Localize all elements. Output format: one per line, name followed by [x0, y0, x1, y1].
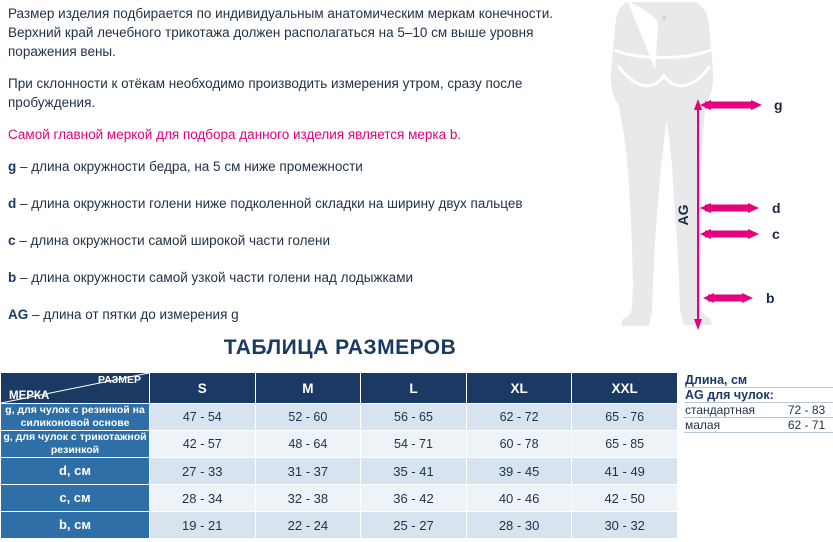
length-table-subheader: AG для чулок:	[685, 388, 833, 403]
cell-g-knit-xl: 60 - 78	[466, 431, 572, 458]
column-header-xxl: XXL	[572, 373, 678, 404]
corner-size-label: РАЗМЕР	[98, 374, 141, 386]
description-column	[8, 4, 588, 342]
definition-key-b: b	[8, 270, 17, 285]
row-label-g-silicone: g, для чулок с резинкой на силиконовой основе	[1, 404, 150, 431]
definition-key-g: g	[8, 159, 17, 174]
cell-g-silicone-xxl: 65 - 76	[572, 404, 678, 431]
length-table-row	[685, 403, 833, 418]
cell-g-silicone-m: 52 - 60	[255, 404, 361, 431]
length-row-name-small: малая	[685, 418, 781, 433]
length-row-name-standard: стандартная	[685, 403, 781, 418]
cell-g-silicone-l: 56 - 65	[361, 404, 467, 431]
row-label-d: d, см	[1, 458, 150, 485]
row-label-g-knit: g, для чулок с трикотажной резинкой	[1, 431, 150, 458]
column-header-m: M	[255, 373, 361, 404]
size-table	[0, 372, 678, 539]
cell-g-knit-s: 42 - 57	[150, 431, 256, 458]
label-b: b	[766, 290, 775, 306]
definition-key-ag: AG	[8, 307, 29, 322]
definition-text-b: – длина окружности самой узкой части голени над лодыжками	[16, 270, 414, 285]
cell-b-l: 25 - 27	[361, 512, 467, 539]
table-row	[1, 458, 678, 485]
cell-g-knit-xxl: 65 - 85	[572, 431, 678, 458]
cell-g-silicone-xl: 62 - 72	[466, 404, 572, 431]
leg-measurement-illustration	[580, 0, 833, 335]
column-header-l: L	[361, 373, 467, 404]
definition-text-c: – длина окружности самой широкой части голени	[15, 233, 330, 248]
length-table-sub-row	[685, 388, 833, 403]
definition-key-c: c	[8, 233, 16, 248]
cell-d-s: 27 - 33	[150, 458, 256, 485]
length-row-value-small: 62 - 71	[781, 418, 833, 433]
measure-band-b	[703, 293, 753, 303]
label-d: d	[772, 200, 781, 216]
table-row	[1, 485, 678, 512]
table-row	[1, 512, 678, 539]
cell-g-knit-m: 48 - 64	[255, 431, 361, 458]
length-table-header: Длина, см	[685, 373, 833, 388]
definition-c	[8, 231, 588, 250]
length-table-header-row	[685, 373, 833, 388]
definition-g	[8, 157, 588, 176]
definition-text-ag: – длина от пятки до измерения g	[28, 307, 239, 322]
cell-g-knit-l: 54 - 71	[361, 431, 467, 458]
definition-text-d: – длина окружности голени ниже подколенной складки на ширину двух пальцев	[16, 196, 523, 211]
cell-d-l: 35 - 41	[361, 458, 467, 485]
intro-paragraph-1: Размер изделия подбирается по индивидуальным анатомическим меркам конечности. Верхний край лечебного трикотажа должен располагаться на 5–10 см выше уровня поражения вены.	[8, 6, 554, 59]
row-label-b: b, см	[1, 512, 150, 539]
cell-c-xxl: 42 - 50	[572, 485, 678, 512]
label-ag: AG	[675, 204, 691, 226]
intro-paragraph-2: При склонности к отёкам необходимо производить измерения утром, сразу после пробуждения.	[8, 76, 523, 110]
length-table-row	[685, 418, 833, 433]
corner-measure-label: МЕРКА	[9, 390, 50, 402]
column-header-xl: XL	[466, 373, 572, 404]
cell-b-m: 22 - 24	[255, 512, 361, 539]
measure-band-d	[700, 203, 759, 213]
table-header-row	[1, 373, 678, 404]
cell-d-xxl: 41 - 49	[572, 458, 678, 485]
row-label-c: c, см	[1, 485, 150, 512]
label-c: c	[772, 226, 780, 242]
definition-text-g: – длина окружности бедра, на 5 см ниже промежности	[16, 159, 363, 174]
intro-paragraph-highlight: Самой главной меркой для подбора данного изделия является мерка b.	[8, 127, 462, 142]
definition-b	[8, 268, 588, 287]
cell-c-xl: 40 - 46	[466, 485, 572, 512]
size-table-title: ТАБЛИЦА РАЗМЕРОВ	[223, 336, 457, 359]
cell-d-xl: 39 - 45	[466, 458, 572, 485]
cell-d-m: 31 - 37	[255, 458, 361, 485]
table-row	[1, 431, 678, 458]
cell-c-l: 36 - 42	[361, 485, 467, 512]
length-row-value-standard: 72 - 83	[781, 403, 833, 418]
cell-b-xxl: 30 - 32	[572, 512, 678, 539]
definition-key-d: d	[8, 196, 17, 211]
column-header-s: S	[150, 373, 256, 404]
definition-ag	[8, 305, 588, 324]
table-row	[1, 404, 678, 431]
length-table	[684, 372, 833, 433]
cell-b-s: 19 - 21	[150, 512, 256, 539]
definition-d	[8, 194, 588, 213]
measure-band-g	[700, 100, 762, 110]
label-g: g	[774, 97, 783, 113]
cell-c-m: 32 - 38	[255, 485, 361, 512]
cell-g-silicone-s: 47 - 54	[150, 404, 256, 431]
cell-b-xl: 28 - 30	[466, 512, 572, 539]
table-corner-cell	[1, 373, 150, 404]
measure-band-c	[700, 229, 759, 239]
cell-c-s: 28 - 34	[150, 485, 256, 512]
